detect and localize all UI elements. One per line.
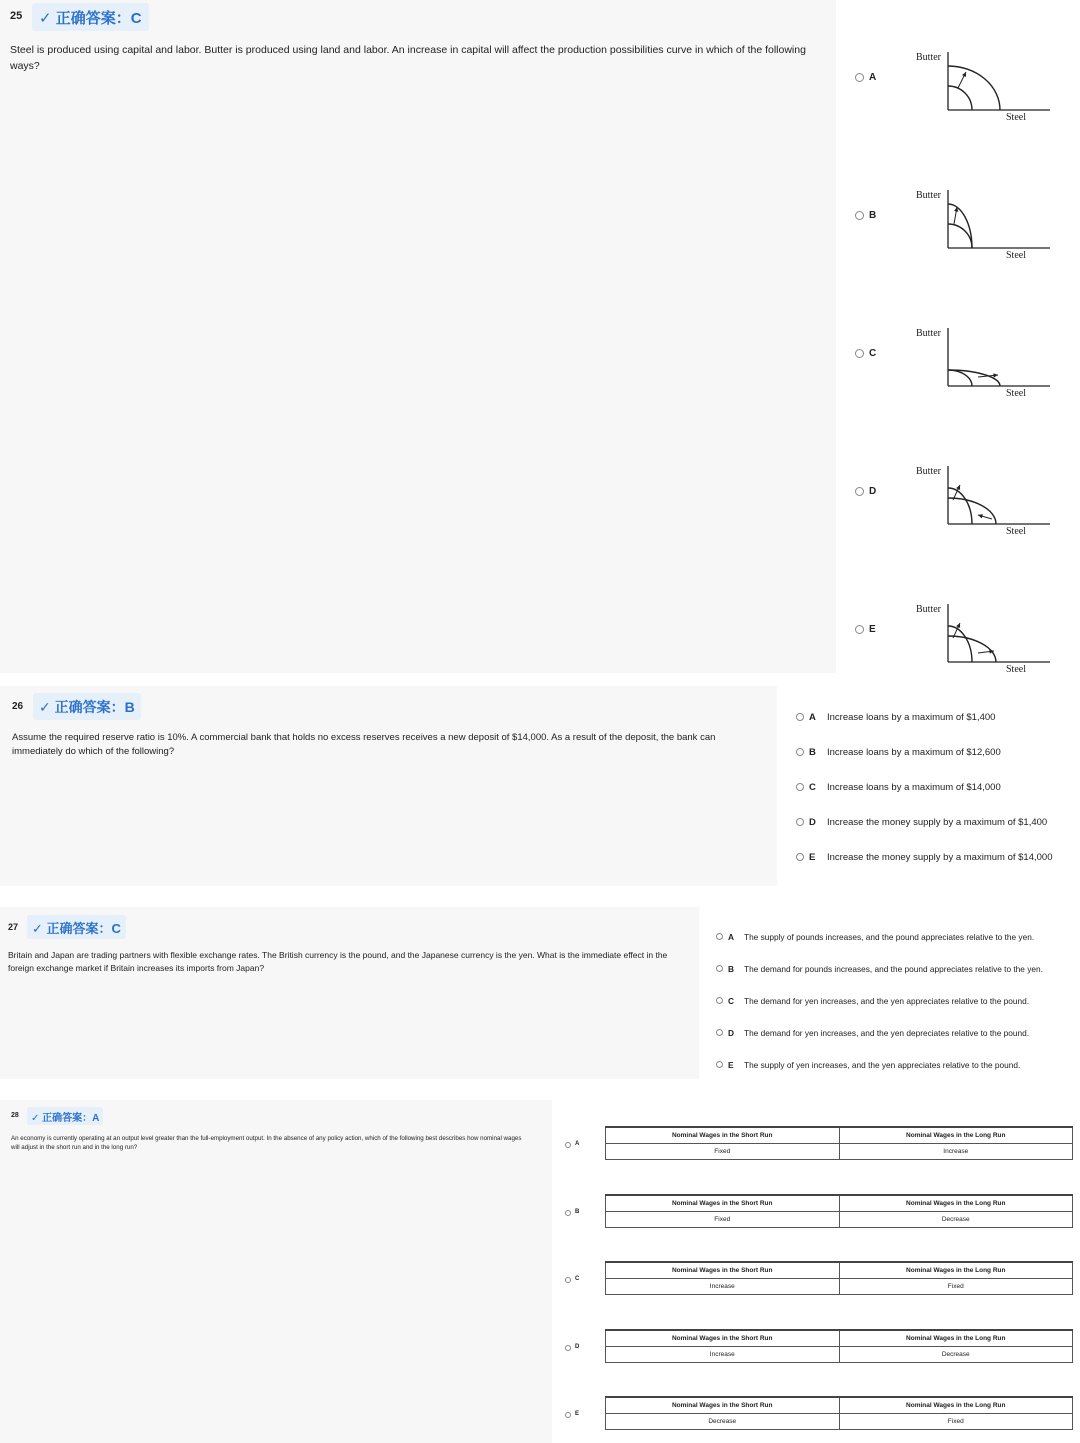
cell-short-run: Decrease (606, 1414, 840, 1430)
ppf-curve-new (948, 370, 1000, 386)
header-long-run: Nominal Wages in the Long Run (839, 1397, 1073, 1414)
wages-table (605, 1396, 1073, 1430)
option-e[interactable] (565, 1396, 1075, 1436)
radio-button[interactable] (565, 1277, 571, 1283)
x-axis-label: Steel (1006, 388, 1026, 399)
cell-short-run: Fixed (606, 1211, 840, 1227)
x-axis-label: Steel (1006, 250, 1026, 261)
option-letter: D (809, 817, 816, 828)
option-e[interactable] (796, 852, 1076, 866)
header-short-run: Nominal Wages in the Short Run (606, 1330, 840, 1347)
radio-button[interactable] (716, 1061, 723, 1068)
question-text: Steel is produced using capital and labor. Butter is produced using land and labor. An increase in capital will affect the production possibilities curve in which of the following ways? (10, 44, 806, 72)
cell-long-run: Decrease (839, 1346, 1073, 1362)
question-number: 27 (8, 922, 19, 932)
option-c[interactable] (850, 326, 1050, 404)
radio-button[interactable] (716, 933, 723, 940)
ppf-graph (910, 50, 1060, 128)
table-row (606, 1144, 1073, 1160)
cell-long-run: Decrease (839, 1211, 1073, 1227)
option-letter: D (728, 1028, 734, 1038)
option-b[interactable] (565, 1194, 1075, 1234)
radio-button[interactable] (565, 1142, 571, 1148)
ppf-curve-original (948, 626, 972, 662)
header-long-run: Nominal Wages in the Long Run (839, 1195, 1073, 1212)
ppf-curve-original (948, 488, 972, 524)
wages-table (605, 1194, 1073, 1228)
option-text: The demand for pounds increases, and the pound appreciates relative to the yen. (744, 964, 1043, 974)
option-letter: C (728, 996, 734, 1006)
header-short-run: Nominal Wages in the Short Run (606, 1127, 840, 1144)
cell-long-run: Increase (839, 1144, 1073, 1160)
option-b[interactable] (850, 188, 1050, 266)
table-row (606, 1211, 1073, 1227)
radio-button[interactable] (796, 713, 804, 721)
table-row (606, 1414, 1073, 1430)
table-header-row (606, 1330, 1073, 1347)
option-d[interactable] (850, 464, 1050, 542)
radio-button[interactable] (855, 211, 864, 220)
wages-table (605, 1329, 1073, 1363)
radio-button[interactable] (796, 783, 804, 791)
radio-button[interactable] (716, 1029, 723, 1036)
ppf-graph (910, 464, 1060, 542)
cell-short-run: Fixed (606, 1144, 840, 1160)
option-text: The demand for yen increases, and the yen appreciates relative to the pound. (744, 996, 1030, 1006)
table-row (606, 1346, 1073, 1362)
table-header-row (606, 1195, 1073, 1212)
radio-button[interactable] (796, 853, 804, 861)
option-letter: B (869, 210, 877, 221)
option-letter: A (869, 72, 877, 83)
option-text: The demand for yen increases, and the yen depreciates relative to the pound. (744, 1028, 1030, 1038)
question-text: Assume the required reserve ratio is 10%. A commercial bank that holds no excess reserves receives a new deposit of $14,000. As a result of the deposit, the bank can immediately do which of the following? (12, 732, 716, 758)
option-text: Increase loans by a maximum of $12,600 (827, 747, 1001, 758)
option-letter: A (728, 932, 734, 942)
ppf-graph (910, 326, 1060, 404)
question-number: 25 (10, 10, 23, 22)
option-b[interactable] (796, 747, 1076, 761)
option-letter: E (809, 852, 816, 863)
option-a[interactable] (796, 712, 1076, 726)
option-text: Increase loans by a maximum of $1,400 (827, 712, 996, 723)
option-letter: A (809, 712, 816, 723)
y-axis-label: Butter (916, 466, 941, 477)
option-letter: E (575, 1411, 580, 1417)
radio-button[interactable] (716, 997, 723, 1004)
question-number: 28 (11, 1112, 19, 1119)
option-letter: D (575, 1343, 580, 1350)
header-short-run: Nominal Wages in the Short Run (606, 1262, 840, 1279)
table-header-row (606, 1262, 1073, 1279)
option-letter: C (809, 782, 816, 793)
header-long-run: Nominal Wages in the Long Run (839, 1330, 1073, 1347)
question-number: 26 (12, 701, 24, 712)
option-letter: E (869, 624, 876, 635)
radio-button[interactable] (796, 748, 804, 756)
radio-button[interactable] (565, 1210, 571, 1216)
radio-button[interactable] (855, 349, 864, 358)
radio-button[interactable] (565, 1412, 571, 1418)
x-axis-label: Steel (1006, 112, 1026, 123)
option-c[interactable] (565, 1261, 1075, 1301)
answer-badge: ✓ 正确答案：C (27, 915, 126, 939)
y-axis-label: Butter (916, 328, 941, 339)
ppf-curve-new (948, 204, 972, 248)
cell-short-run: Increase (606, 1279, 840, 1295)
wages-table (605, 1126, 1073, 1160)
cell-short-run: Increase (606, 1346, 840, 1362)
ppf-graph (910, 602, 1060, 680)
x-axis-label: Steel (1006, 526, 1026, 537)
option-letter: E (728, 1060, 734, 1070)
option-d[interactable] (565, 1329, 1075, 1369)
x-axis-label: Steel (1006, 664, 1026, 675)
option-text: The supply of yen increases, and the yen appreciates relative to the pound. (744, 1060, 1021, 1070)
radio-button[interactable] (565, 1345, 571, 1351)
radio-button[interactable] (855, 73, 864, 82)
option-a[interactable] (565, 1126, 1075, 1166)
radio-button[interactable] (855, 625, 864, 634)
header-long-run: Nominal Wages in the Long Run (839, 1262, 1073, 1279)
header-short-run: Nominal Wages in the Short Run (606, 1397, 840, 1414)
table-row (606, 1279, 1073, 1295)
option-a[interactable] (716, 932, 1078, 944)
answer-badge: ✓ 正确答案：C (32, 3, 149, 31)
option-letter: D (869, 486, 877, 497)
ppf-graph (910, 188, 1060, 266)
table-header-row (606, 1397, 1073, 1414)
option-letter: B (728, 964, 734, 974)
ppf-curve-original (948, 224, 972, 248)
y-axis-label: Butter (916, 190, 941, 201)
header-short-run: Nominal Wages in the Short Run (606, 1195, 840, 1212)
radio-button[interactable] (716, 965, 723, 972)
cell-long-run: Fixed (839, 1414, 1073, 1430)
answer-badge: ✓ 正确答案：B (33, 693, 141, 720)
wages-table (605, 1261, 1073, 1295)
question-text: An economy is currently operating at an output level greater than the full-employment output. In the absence of any policy action, which of the following best describes how nominal wages will adjust in the short run and in the long run? (11, 1135, 522, 1152)
radio-button[interactable] (796, 818, 804, 826)
question-text: Britain and Japan are trading partners with flexible exchange rates. The British currency is the pound, and the Japanese currency is the yen. What is the immediate effect in the foreign exchange market if Britain increases its imports from Japan? (8, 950, 668, 973)
option-letter: B (809, 747, 816, 758)
ppf-curve-original (948, 86, 972, 110)
cell-long-run: Fixed (839, 1279, 1073, 1295)
ppf-curve-new (948, 66, 1000, 110)
question-25-panel (0, 0, 836, 673)
radio-button[interactable] (855, 487, 864, 496)
option-text: Increase the money supply by a maximum of $14,000 (827, 852, 1053, 863)
option-e[interactable] (850, 602, 1050, 680)
option-letter: C (575, 1276, 580, 1282)
option-a[interactable] (850, 50, 1050, 128)
option-d[interactable] (796, 817, 1076, 831)
ppf-curve-original (948, 370, 972, 386)
y-axis-label: Butter (916, 52, 941, 63)
option-c[interactable] (796, 782, 1076, 796)
option-letter: C (869, 348, 877, 359)
option-c[interactable] (716, 996, 1078, 1008)
option-letter: B (575, 1208, 580, 1215)
option-e[interactable] (716, 1060, 1078, 1072)
table-header-row (606, 1127, 1073, 1144)
option-b[interactable] (716, 964, 1078, 976)
option-letter: A (575, 1141, 580, 1147)
y-axis-label: Butter (916, 604, 941, 615)
header-long-run: Nominal Wages in the Long Run (839, 1127, 1073, 1144)
option-text: Increase the money supply by a maximum of $1,400 (827, 817, 1048, 828)
option-text: The supply of pounds increases, and the pound appreciates relative to the yen. (744, 932, 1035, 942)
option-d[interactable] (716, 1028, 1078, 1040)
option-text: Increase loans by a maximum of $14,000 (827, 782, 1001, 793)
answer-badge: ✓ 正确答案：A (27, 1107, 103, 1125)
